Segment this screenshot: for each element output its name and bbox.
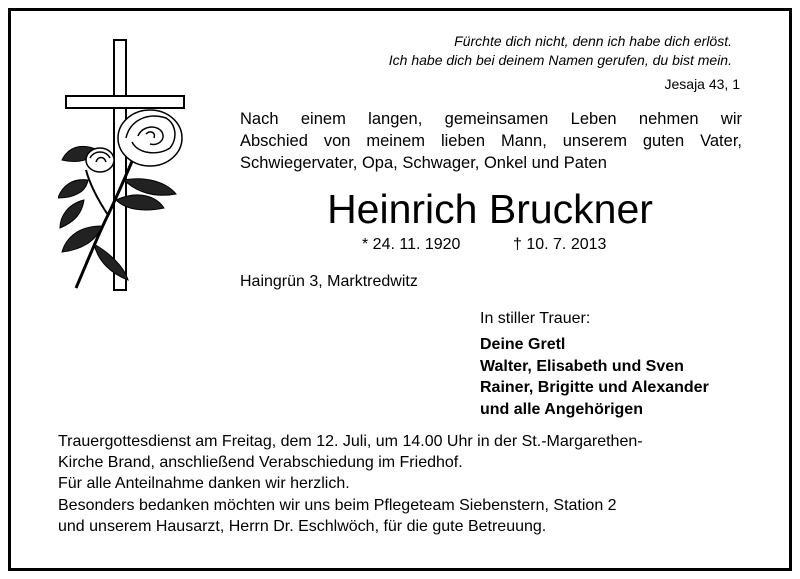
mourner-name: Rainer, Brigitte und Alexander xyxy=(480,379,709,396)
verse-line: Fürchte dich nicht, denn ich habe dich erlöst. xyxy=(454,33,732,49)
general-thanks: Für alle Anteilnahme danken wir herzlich. xyxy=(58,475,350,492)
birth-date: * 24. 11. 1920 xyxy=(362,236,461,253)
mourner-name: Walter, Elisabeth und Sven xyxy=(480,357,684,375)
mourners-list xyxy=(480,334,709,420)
thanks-line: Besonders bedanken möchten wir uns beim Pflegeteam Siebenstern, Station 2 xyxy=(58,497,617,514)
deceased-name: Heinrich Bruckner xyxy=(327,186,653,232)
mourning-heading: In stiller Trauer: xyxy=(480,310,591,327)
thanks-line: und unserem Hausarzt, Herrn Dr. Eschlwöch, für die gute Betreuung. xyxy=(58,517,547,535)
intro-paragraph xyxy=(240,108,742,174)
service-notice xyxy=(58,432,742,473)
bible-verse xyxy=(330,32,732,70)
verse-line: Ich habe dich bei deinem Namen gerufen, du bist mein. xyxy=(388,52,732,68)
service-line: Trauergottesdienst am Freitag, dem 12. Juli, um 14.00 Uhr in der St.-Margarethen- xyxy=(58,433,643,450)
intro-line: Schwiegervater, Opa, Schwager, Onkel und Paten xyxy=(240,154,607,172)
death-date: † 10. 7. 2013 xyxy=(513,236,607,253)
special-thanks xyxy=(58,496,748,537)
service-line: Kirche Brand, anschließend Verabschiedung im Friedhof. xyxy=(58,453,463,471)
cross-with-rose-icon xyxy=(58,30,208,292)
intro-line: Abschied von meinem lieben Mann, unserem guten Vater, xyxy=(240,132,742,150)
address: Haingrün 3, Marktredwitz xyxy=(240,273,418,290)
intro-line: Nach einem langen, gemeinsamen Leben nehmen wir xyxy=(240,110,742,128)
verse-reference: Jesaja 43, 1 xyxy=(664,76,740,92)
mourner-name: Deine Gretl xyxy=(480,336,566,353)
mourner-name: und alle Angehörigen xyxy=(480,400,643,418)
